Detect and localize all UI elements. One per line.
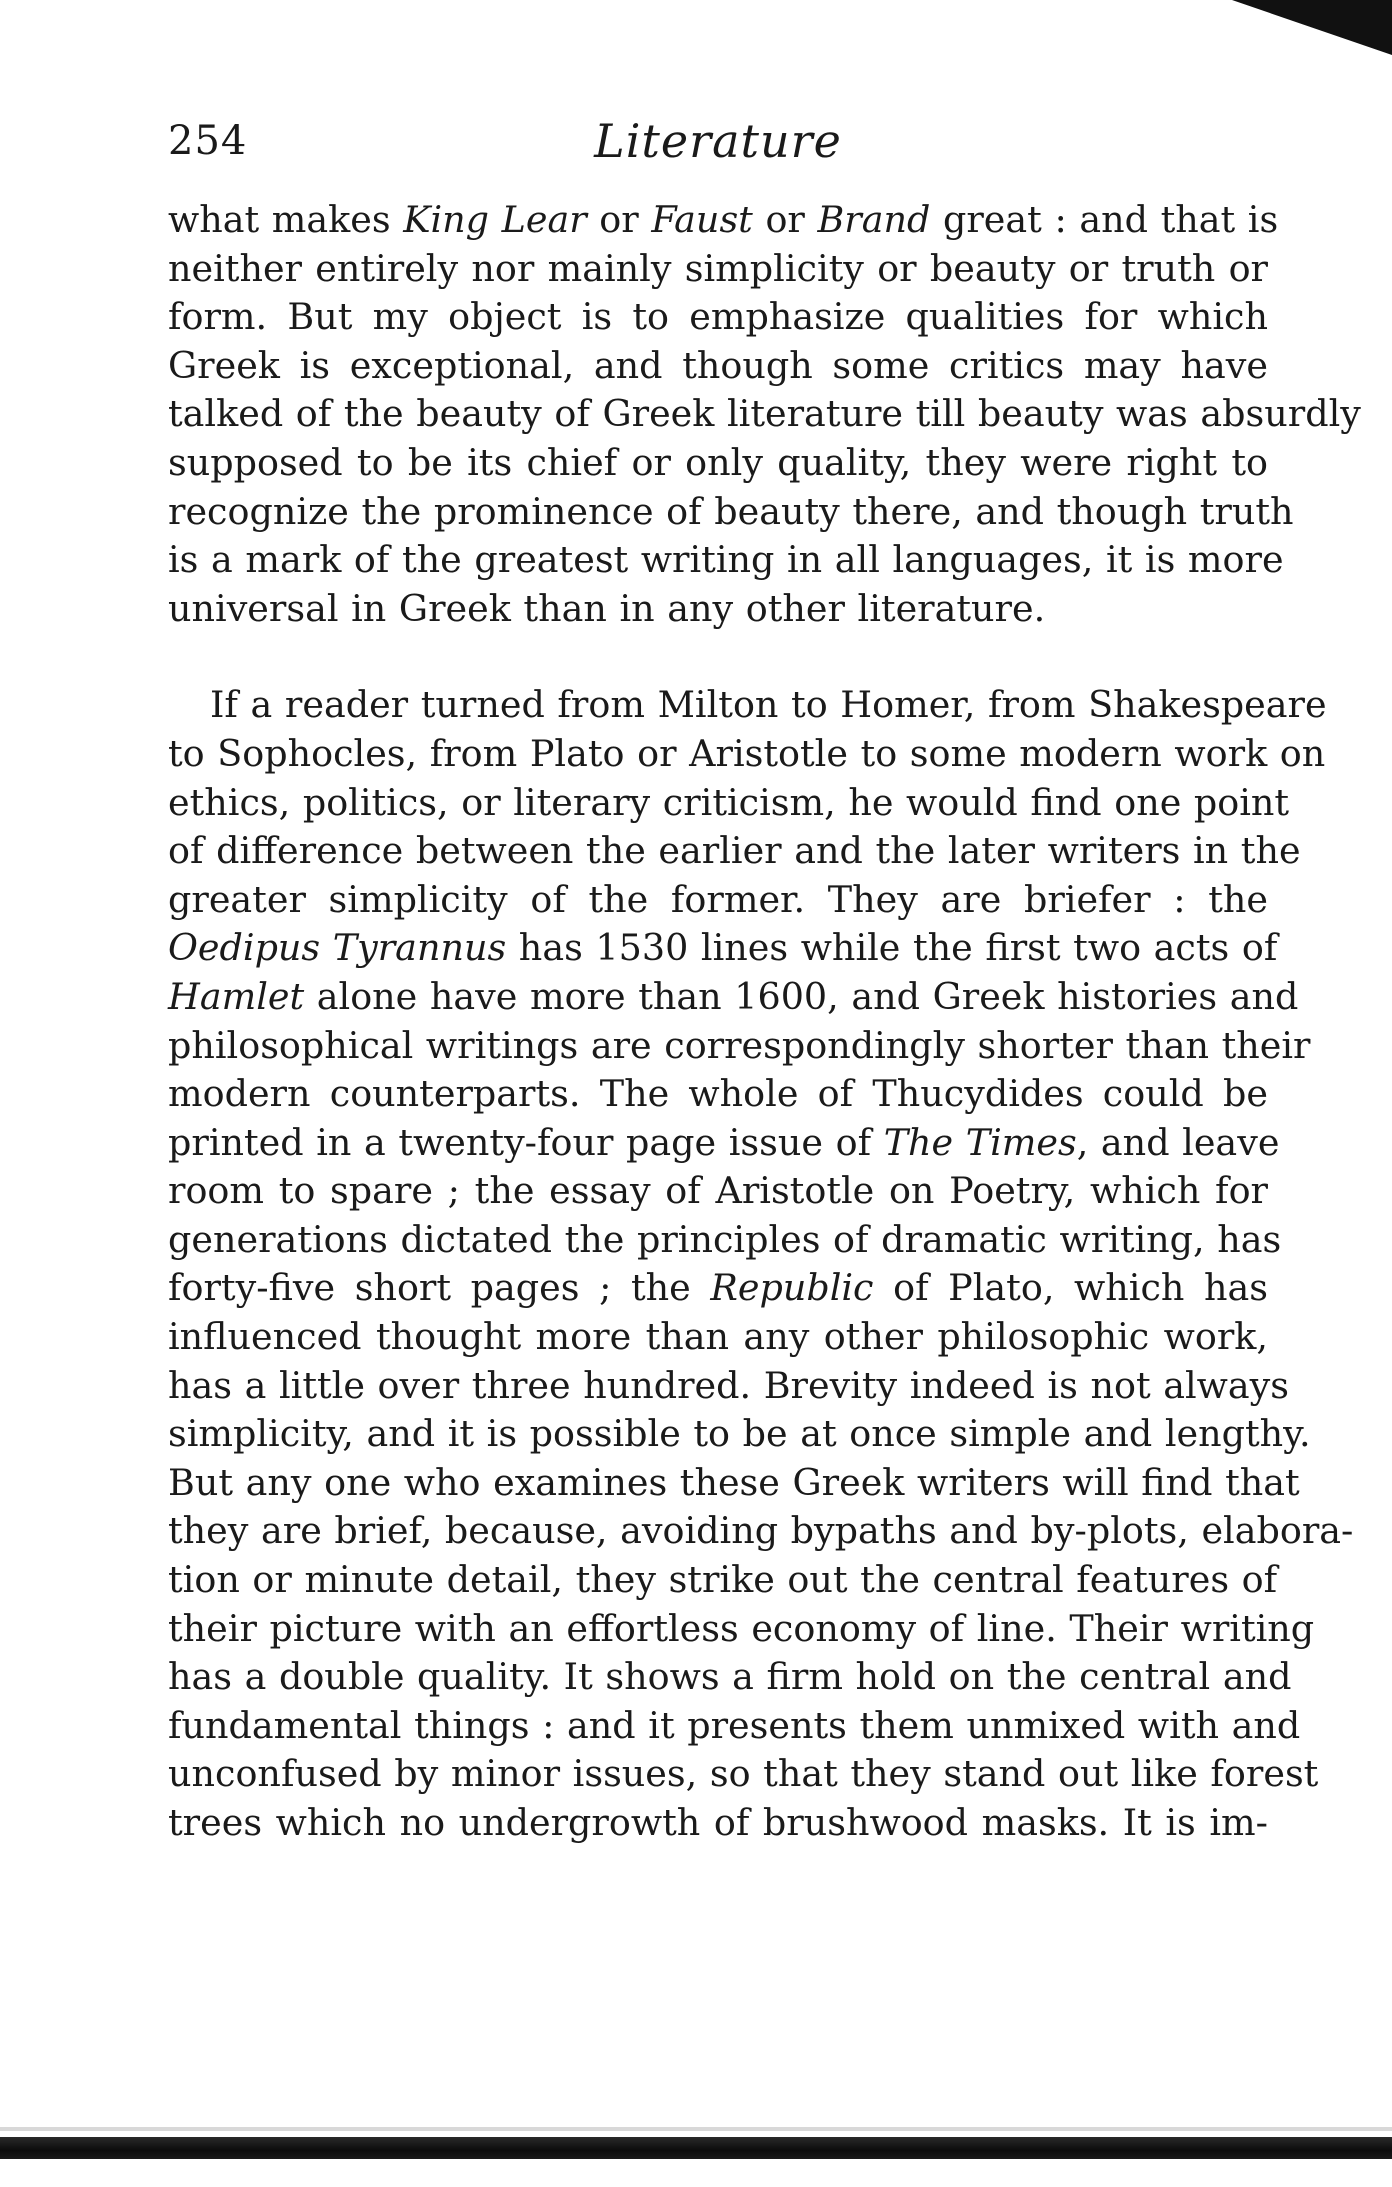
text-run: printed in a twenty-four page issue of [168, 1120, 884, 1164]
text-line [168, 827, 1301, 876]
text-line [168, 1264, 1268, 1313]
text-line [168, 973, 1299, 1022]
text-line [168, 1313, 1268, 1362]
text-run: of difference between the earlier and the later writers in the [168, 829, 1301, 873]
text-run: form. But my object is to emphasize qualities for which [168, 295, 1268, 339]
text-run: alone have more than 1600, and Greek histories and [304, 974, 1299, 1018]
italic-title: Hamlet [168, 974, 305, 1018]
text-run: recognize the prominence of beauty there, and though truth [168, 489, 1294, 533]
text-line [168, 681, 1327, 730]
italic-title: King Lear [403, 198, 587, 241]
text-line [168, 1362, 1290, 1411]
italic-title: The Times [883, 1120, 1077, 1164]
text-line [168, 390, 1361, 439]
text-line [168, 1167, 1268, 1216]
text-line [168, 1022, 1311, 1071]
scan-corner-mark [1232, 0, 1392, 55]
text-line [168, 1216, 1282, 1265]
text-run: neither entirely nor mainly simplicity or beauty or truth or [168, 246, 1268, 290]
text-line [168, 293, 1268, 342]
text-run: unconfused by minor issues, so that they stand out like forest [168, 1752, 1319, 1796]
paragraph-2 [168, 681, 1354, 1847]
body-text [168, 196, 1361, 1848]
text-line [168, 536, 1284, 585]
text-line [168, 924, 1278, 973]
running-head: Literature [594, 114, 842, 168]
text-run: their picture with an effortless economy of line. Their writing [168, 1606, 1315, 1650]
text-line [168, 1653, 1292, 1702]
text-line [168, 1410, 1311, 1459]
text-line [168, 585, 1268, 634]
text-run: what makes [168, 198, 404, 241]
italic-title: Oedipus Tyrannus [168, 926, 507, 970]
italic-title: Republic [710, 1266, 874, 1310]
text-line [168, 245, 1268, 294]
text-run: is a mark of the greatest writing in all languages, it is more [168, 538, 1284, 582]
text-line [168, 876, 1268, 925]
text-run: greater simplicity of the former. They are briefer : the [168, 877, 1268, 921]
scan-edge-shadow [0, 2127, 1392, 2131]
text-run: modern counterparts. The whole of Thucydides could be [168, 1072, 1268, 1116]
text-run: forty-five short pages ; the [168, 1266, 711, 1310]
text-run: simplicity, and it is possible to be at once simple and lengthy. [168, 1412, 1311, 1456]
text-run: has a double quality. It shows a firm hold on the central and [168, 1655, 1292, 1699]
text-run: universal in Greek than in any other literature. [168, 586, 1046, 630]
text-run: room to spare ; the essay of Aristotle on Poetry, which for [168, 1169, 1268, 1213]
text-line [168, 1605, 1315, 1654]
text-line [168, 1119, 1280, 1168]
text-run: great : and that is [930, 198, 1279, 241]
text-run: or [586, 198, 652, 241]
text-run: they are brief, because, avoiding bypaths and by-plots, elabora- [168, 1509, 1354, 1553]
text-line [168, 439, 1268, 488]
text-run: has a little over three hundred. Brevity indeed is not always [168, 1363, 1290, 1407]
page-header [168, 114, 1268, 178]
text-run: tion or minute detail, they strike out the central features of [168, 1558, 1278, 1602]
paragraph-1 [168, 196, 1361, 633]
text-line [168, 1556, 1278, 1605]
text-run: to Sophocles, from Plato or Aristotle to some modern work on [168, 731, 1326, 775]
text-run: talked of the beauty of Greek literature till beauty was absurdly [168, 392, 1361, 436]
text-line [168, 730, 1326, 779]
text-line [168, 1702, 1301, 1751]
page-number: 254 [168, 118, 248, 164]
text-line [168, 488, 1294, 537]
text-run: trees which no undergrowth of brushwood masks. It is im- [168, 1801, 1268, 1844]
text-run: influenced thought more than any other philosophic work, [168, 1315, 1268, 1359]
text-line [168, 779, 1290, 828]
text-line [168, 1750, 1319, 1799]
text-line [168, 1070, 1268, 1119]
text-run: , and leave [1076, 1120, 1280, 1164]
text-line [168, 1799, 1268, 1848]
text-line [168, 1459, 1300, 1508]
text-run: philosophical writings are correspondingly shorter than their [168, 1023, 1311, 1067]
scan-bottom-edge [0, 2137, 1392, 2159]
text-run: fundamental things : and it presents them unmixed with and [168, 1703, 1301, 1747]
text-line [168, 342, 1268, 391]
text-run: of Plato, which has [873, 1266, 1268, 1310]
text-line [168, 196, 1279, 245]
text-run: supposed to be its chief or only quality, they were right to [168, 440, 1268, 484]
italic-title: Brand [817, 198, 931, 241]
text-line [168, 1507, 1354, 1556]
text-run: has 1530 lines while the first two acts of [506, 926, 1278, 970]
text-run: Greek is exceptional, and though some critics may have [168, 343, 1268, 387]
text-run: But any one who examines these Greek writers will find that [168, 1460, 1300, 1504]
text-run: or [752, 198, 818, 241]
text-run: If a reader turned from Milton to Homer, from Shakespeare [210, 683, 1327, 727]
italic-title: Faust [651, 198, 753, 241]
text-run: ethics, politics, or literary criticism, he would find one point [168, 780, 1290, 824]
text-run: generations dictated the principles of dramatic writing, has [168, 1217, 1282, 1261]
